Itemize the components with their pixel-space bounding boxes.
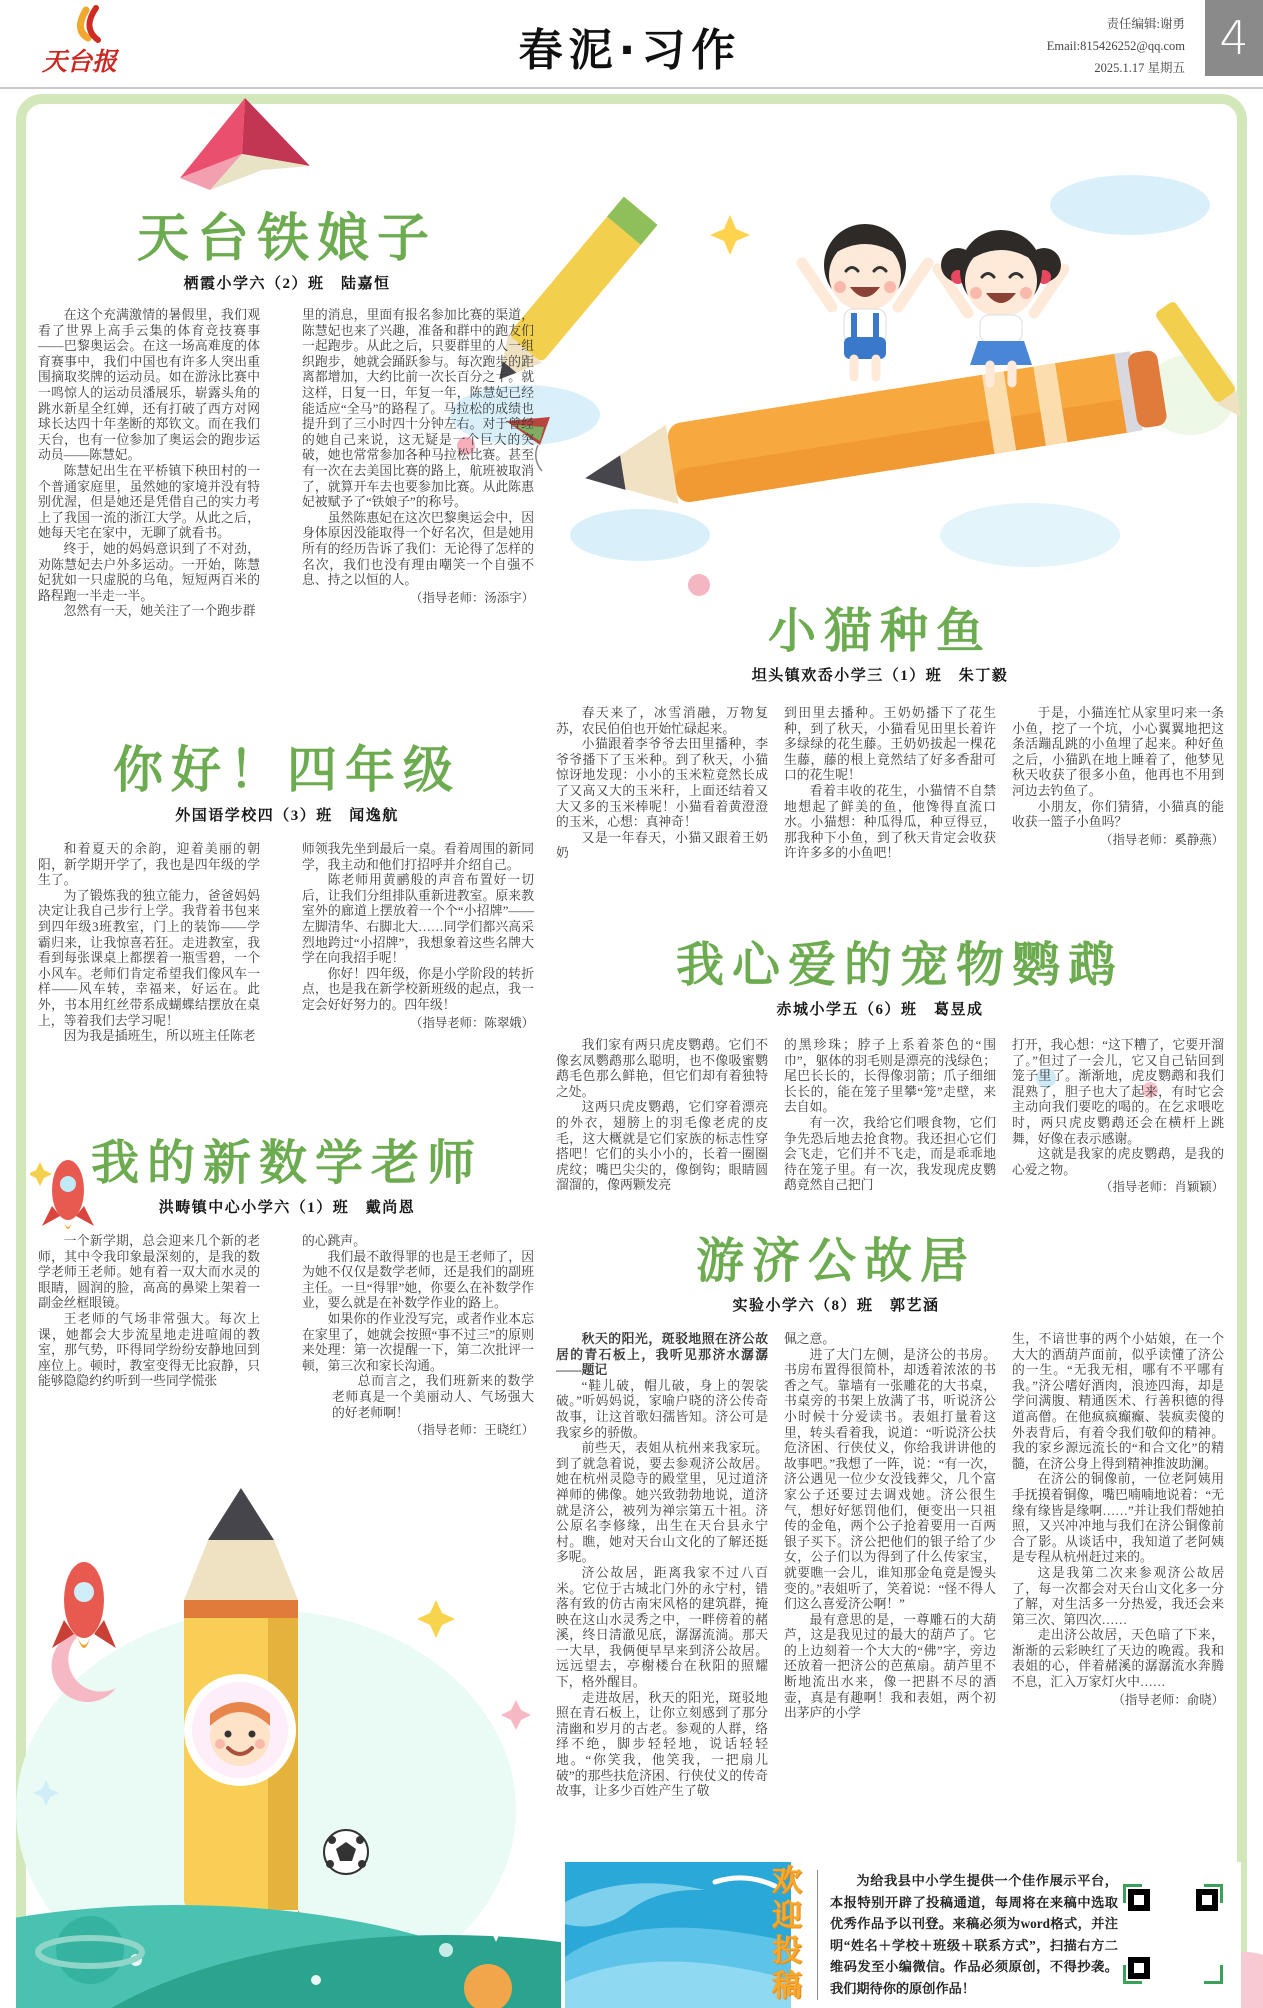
paragraph: 前些天，表姐从杭州来我家玩。到了就急着说，要去参观济公故居。她在杭州灵隐寺的殿堂里，见过道济禅师的佛像。她兴致勃勃地说，道济就是济公，被列为禅宗第五十祖。济公原名李修缘，出生在天台县永宁村。瞧，她对天台山文化的了解还挺多呢。 [556, 1441, 768, 1565]
teacher-credit: （指导老师：肖颖颖） [1100, 1180, 1224, 1195]
kids-on-pencil-illustration [430, 95, 1242, 598]
banner-waves-illustration [565, 1862, 791, 2008]
paragraph: 有一次，我给它们喂食物，它们争先恐后地去抢食物。我还担心它们会飞走，它们并不飞走，而是乖乖地待在笼子里。有一次，我发现虎皮鹦鹉竟然自己把门 [784, 1115, 996, 1193]
red-rocket-icon [52, 1562, 116, 1648]
paragraph: 如果你的作业没写完，或者作业本忘在家里了，她就会按照“事不过三”的原则来处理：第一次提醒一下，第二次批评一顿，第三次和家长沟通。 [302, 1311, 534, 1373]
paragraph: 小朋友，你们猜猜，小猫真的能收获一篮子小鱼吗？ [1012, 799, 1224, 830]
article-column [38, 842, 260, 1045]
section-title: 春泥·习作 [518, 25, 742, 76]
paragraph: 这两只虎皮鹦鹉，它们穿着漂亮的外衣，翅膀上的羽毛像老虎的皮毛，这大概就是它们家族的标志性穿搭吧！它们的头小小的，长着一圈圈虎纹；嘴巴尖尖的，像倒钩；眼睛圆溜溜的，像两颗发亮 [556, 1100, 768, 1193]
article-column [302, 1234, 534, 1439]
submission-banner [565, 1862, 1241, 2008]
article-column [784, 706, 996, 862]
teacher-credit: （指导老师：奚静燕） [1100, 832, 1224, 847]
article-column [302, 842, 534, 1031]
article-byline: 坦头镇欢岙小学三（1）班 朱丁毅 [751, 668, 1009, 684]
editor-line: 责任编辑:谢勇 [1106, 17, 1185, 31]
paragraph: 佩之意。 [784, 1332, 836, 1346]
paragraph: 看着丰收的花生，小猫情不自禁地想起了鲜美的鱼，他馋得直流口水。小猫想：种瓜得瓜，种豆得豆，那我种下小鱼，到了秋天肯定会收获许许多多的小鱼吧！ [784, 783, 996, 861]
paragraph: 于是，小猫连忙从家里叼来一条小鱼，挖了一个坑，小心翼翼地把这条活蹦乱跳的小鱼埋了起来。种好鱼之后，小猫趴在地上睡着了，他梦见秋天收获了很多小鱼，他再也不用到河边去钓鱼了。 [1012, 706, 1224, 798]
paragraph: 生，不谙世事的两个小姑娘，在一个大大的酒葫芦面前，似乎读懂了济公的一生。“无我无相，哪有不平哪有我。”济公嗜好酒肉，浪迹四海，却是学问满腹、精通医术、行善积德的得道高僧。在他疯疯癫癫、装疯卖傻的外表背后，有着令我们敬仰的精神。我的家乡源远流长的“和合文化”的精髓，在济公身上得到精神推波助澜。 [1012, 1332, 1224, 1471]
logo-text: 天台报 [42, 47, 118, 76]
welcome-submissions-label: 欢迎投稿 [766, 1864, 801, 2004]
paragraph: 进了大门左侧，是济公的书房。书房布置得很简朴，却透着浓浓的书香之气。靠墙有一张雕花的大书桌，书桌旁的书架上放满了书，听说济公小时候十分爱读书。表姐打量着这里，转头看着我，说道：“听说济公扶危济困、行侠仗义，你给我讲讲他的故事吧。”我想了一阵，说：“有一次，济公遇见一位少女没钱葬父，几个富家公子还要过去调戏她。济公很生气，想好好惩罚他们，便变出一只祖传的金龟，两个公子抢着要用一百两银子买下。济公把他们的银子给了少女，公子们以为得到了什么传家宝，就要瞧一会儿，谁知那金龟竟是馒头变的。”表姐听了，笑着说：“怪不得人们这么喜爱济公啊！” [784, 1347, 996, 1612]
newspaper-logo [34, 4, 144, 82]
paragraph: 到田里去播种。王奶奶播下了花生种，到了秋天，小猫看见田里长着许多绿绿的花生藤。王奶奶拔起一棵花生藤，藤的根上竟然结了好多香甜可口的花生呢！ [784, 706, 996, 783]
article-byline: 洪畴镇中心小学六（1）班 戴尚恩 [158, 1200, 416, 1216]
paragraph: 虽然陈惠妃在这次巴黎奥运会中，因身体原因没能取得一个好名次，但是她用所有的经历告诉了我们：无论得了怎样的名次，我们也没有理由嘲笑一个自强不息、持之以恒的人。 [302, 510, 534, 588]
article-column [784, 1038, 996, 1194]
paragraph: 你好！四年级，你是小学阶段的转折点，也是我在新学校新班级的起点，我一定会好好努力的。四年级！ [302, 966, 534, 1012]
paragraph: 走进故居，秋天的阳光，斑驳地照在青石板上，让你立刻感到了那分清幽和岁月的古老。参观的人群，络绎不绝，脚步轻轻地，说话轻轻地。“你笑我，他笑我，一把扇儿破”的那些扶危济困、行侠仗义的传奇故事，让多少百姓产生了敬 [556, 1690, 768, 1799]
logo-icon [34, 4, 144, 82]
article-column [784, 1332, 996, 1846]
girl-illustration [938, 230, 1064, 383]
paragraph: “鞋儿破，帽儿破，身上的袈裟破。”听妈妈说，家喻户晓的济公传奇故事，让这首歌妇孺皆知。济公可是我家乡的骄傲。 [556, 1378, 768, 1440]
paragraph: 在这个充满激情的暑假里，我们观看了世界上高手云集的体育竞技赛事——巴黎奥运会。在这一场高难度的体育赛事中，我们中国也有许多人突出重围摘取奖牌的运动员。如在游泳比赛中一鸣惊人的运动员潘展乐，崭露头角的跳水新星全红婵，还有打破了西方对网球长达四十年垄断的郑钦文。而在我们天台，也有一位参加了奥运会的跑步运动员——陈慧妃。 [38, 308, 260, 463]
issue-info [925, 14, 1185, 80]
paragraph: 总而言之，我们班新来的数学老师真是一个美丽动人、气场强大的好老师啊！ [332, 1374, 534, 1420]
article-column [556, 706, 768, 862]
paragraph: 济公故居，距离我家不过八百米。它位于古城北门外的永宁村，错落有致的仿古南宋风格的建筑群，掩映在这山水灵秀之中，一畔傍着的赭溪，终日清澈见底，潺潺流淌。那天一大早，我俩便早早来到济公故居。远远望去，亭榭楼台在秋阳的照耀下，格外醒目。 [556, 1565, 768, 1690]
paragraph: 一个新学期，总会迎来几个新的老师，其中令我印象最深刻的，是我的数学老师王老师。她有着一双大而水灵的眼睛，圆润的脸，高高的鼻梁上架着一副金丝框眼镜。 [38, 1234, 260, 1311]
teacher-credit: （指导老师：汤添宇） [410, 590, 534, 605]
article-column [302, 308, 534, 606]
date-line: 2025.1.17 星期五 [1094, 60, 1185, 75]
article-title: 你好！四年级 [113, 741, 461, 799]
paragraph: 和着夏天的余韵，迎着美丽的朝阳，新学期开学了，我也是四年级的学生了。 [38, 842, 260, 888]
article-byline: 实验小学六（8）班 郭艺涵 [732, 1298, 940, 1314]
pencil-rocket-illustration [16, 1480, 561, 2008]
article-column [556, 1038, 768, 1194]
submission-instructions: 为给我县中小学生提供一个佳作展示平台，本报特别开辟了投稿通道，每周将在来稿中选取优秀作品予以刊登。来稿必须为word格式，并注明“姓名＋学校＋班级＋联系方式”，扫描右方二维码发至小编微信。作品必须原创，不得抄袭。我们期待你的原创作品！ [817, 1870, 1118, 2000]
page-number-badge: 4 [1205, 0, 1263, 76]
article-byline: 赤城小学五（6）班 葛昱成 [776, 1002, 984, 1018]
paragraph: 走出济公故居，天色暗了下来，渐渐的云彩映红了天边的晚霞。我和表姐的心，伴着赭溪的潺潺流水奔腾不息，汇入万家灯火中…… [1012, 1628, 1224, 1690]
article-title: 天台铁娘子 [136, 209, 437, 269]
paragraph: 秋天的阳光，斑驳地照在济公故居的青石板上，我听见那济水潺潺——题记 [556, 1332, 768, 1378]
paragraph: 小猫跟着李爷爷去田里播种，李爷爷播下了玉米种。到了秋天，小猫惊讶地发现：小小的玉米粒竟然长成了又高又大的玉米秆，上面还结着又大又多的玉米棒呢！小猫看着黄澄澄的玉米，心想：真神奇！ [556, 737, 768, 830]
paragraph: 这是我第二次来参观济公故居了，每一次都会对天台山文化多一分了解，对生活多一分热爱，我还会来第三次、第四次…… [1012, 1565, 1224, 1627]
paragraph: 陈老师用黄鹂般的声音布置好一切后，让我们分组排队重新进教室。原来教室外的廊道上摆放着一个个“小招牌”——左脚清华、右脚北大……同学们都兴高采烈地跨过“小招牌”，我想象着这些名牌大学在向我招手呢！ [302, 873, 534, 966]
article-column [556, 1332, 768, 1846]
paragraph: 这就是我家的虎皮鹦鹉，是我的心爱之物。 [1012, 1147, 1224, 1177]
paragraph: 的心跳声。 [302, 1234, 366, 1248]
paragraph: 里的消息，里面有报名参加比赛的渠道，陈慧妃也来了兴趣，准备和群中的跑友们一起跑步。从此之后，只要群里的人一组织跑步，她就会踊跃参与。每次跑步的距离都增加，大约比前一次长百分之十。就这样，日复一日，年复一年，陈慧妃已经能适应“全马”的路程了。马拉松的成绩也提升到了三小时四十分钟左右。对于曾经的她自己来说，这无疑是一个巨大的突破，她也常常参加各种马拉松比赛。甚至有一次在去美国比赛的路上，航班被取消了，就算开车去也要参加比赛。从此陈惠妃被赋予了“铁娘子”的称号。 [302, 308, 534, 510]
article-title: 小猫种鱼 [767, 603, 992, 659]
article-column [1012, 1332, 1224, 1846]
paragraph: 忽然有一天，她关注了一个跑步群 [63, 604, 256, 619]
article-column [38, 308, 260, 620]
article-byline: 栖霞小学六（2）班 陆嘉恒 [183, 276, 391, 292]
paragraph: 最有意思的是，一尊雕石的大葫芦，这是我见过的最大的葫芦了。它的上边刻着一个大大的“佛”字，旁边还放着一把济公的芭蕉扇。葫芦里不断地流出水来，像一把斟不尽的酒壶，真是有趣啊！我和表姐，两个初出茅庐的小学 [784, 1612, 996, 1721]
paragraph: 春天来了，冰雪消融，万物复苏，农民伯伯也开始忙碌起来。 [556, 706, 768, 736]
paragraph: 终于，她的妈妈意识到了不对劲，劝陈慧妃去户外多运动。一开始，陈慧妃犹如一只虚脱的乌龟，短短两百米的路程跑一半走一半。 [38, 541, 260, 603]
paragraph: 我们最不敢得罪的也是王老师了，因为她不仅仅是数学老师，还是我们的副班主任。一旦“得罪”她，你要么在补数学作业，要么就是在补数学作业的路上。 [302, 1249, 534, 1311]
qr-code [1123, 1884, 1223, 1984]
paragraph: 我们家有两只虎皮鹦鹉。它们不像玄凤鹦鹉那么聪明，也不像吸蜜鹦鹉毛色那么鲜艳，但它们却有着独特之处。 [556, 1038, 768, 1099]
page-header [0, 0, 1263, 89]
article-column [1012, 1038, 1224, 1196]
paragraph: 打开，我心想：“这下糟了，它要开溜了。”但过了一会儿，它又自己钻回到笼子里了。渐渐地，虎皮鹦鹉和我们混熟了，胆子也大了起来，有时它会主动向我们要吃的喝的。在乞求喂吃时，两只虎皮鹦鹉还会在横杆上跳舞，好像在表示感谢。 [1012, 1038, 1224, 1146]
paragraph: 又是一年春天，小猫又跟着王奶奶 [556, 830, 768, 861]
paragraph: 陈慧妃出生在平桥镇下秧田村的一个普通家庭里，虽然她的家境并没有特别优渥，但是她还是凭借自己的实力考上了我国一流的浙江大学。从此之后，她每天宅在家中，无聊了就看书。 [38, 463, 260, 541]
article-byline: 外国语学校四（3）班 闻逸航 [175, 808, 399, 824]
boy-illustration [802, 224, 928, 377]
teacher-credit: （指导老师：王晓红） [410, 1423, 534, 1438]
paragraph: 因为我是插班生，所以班主任陈老 [63, 1029, 256, 1044]
soccer-ball-icon [324, 1830, 368, 1874]
paragraph: 为了锻炼我的独立能力，爸爸妈妈决定让我自己步行上学。我背着书包来到四年级3班教室，门上的装饰——学霸归来，让我惊喜若狂。走进教室，我看到每张课桌上都摆着一瓶雪碧，一个小风车。老师们肯定希望我们像风车一样——风车转，幸福来，好运在。此外，书本用红丝带系成蝴蝶结摆放在桌上，等着我们去学习呢！ [38, 888, 260, 1028]
paragraph: 的黑珍珠；脖子上系着茶色的“围巾”，躯体的羽毛则是漂亮的浅绿色；尾巴长长的，长得像羽箭；爪子细细长长的，能在笼子里攀“笼”走壁，来去自如。 [784, 1038, 996, 1115]
email-line: Email:815426252@qq.com [1046, 38, 1185, 53]
article-title: 我心爱的宠物鹦鹉 [675, 937, 1124, 993]
teacher-credit: （指导老师：陈翠娥） [410, 1015, 534, 1030]
article-column [38, 1234, 260, 1390]
paragraph: 师领我先坐到最后一桌。看着周围的新同学，我主动和他们打招呼并介绍自己。 [302, 842, 534, 872]
article-title: 我的新数学老师 [90, 1135, 483, 1191]
teacher-credit: （指导老师：俞晓） [1112, 1692, 1224, 1707]
paper-plane-illustration [150, 92, 340, 202]
paragraph: 王老师的气场非常强大。每次上课，她都会大步流星地走进喧闹的教室，那气势，吓得同学纷纷安静地回到座位上。顿时，教室变得无比寂静，只能够隐隐约约听到一些同学慌张 [38, 1311, 260, 1389]
article-column [1012, 706, 1224, 848]
paragraph: 在济公的铜像前，一位老阿姨用手抚摸着铜像，嘴巴喃喃地说着：“无缘有缘皆是缘啊……”并让我们帮她拍照，又兴冲冲地与我们在济公铜像前合了影。从谈话中，我知道了老阿姨是专程从杭州赶过来的。 [1012, 1472, 1224, 1565]
article-title: 游济公故居 [695, 1233, 976, 1289]
